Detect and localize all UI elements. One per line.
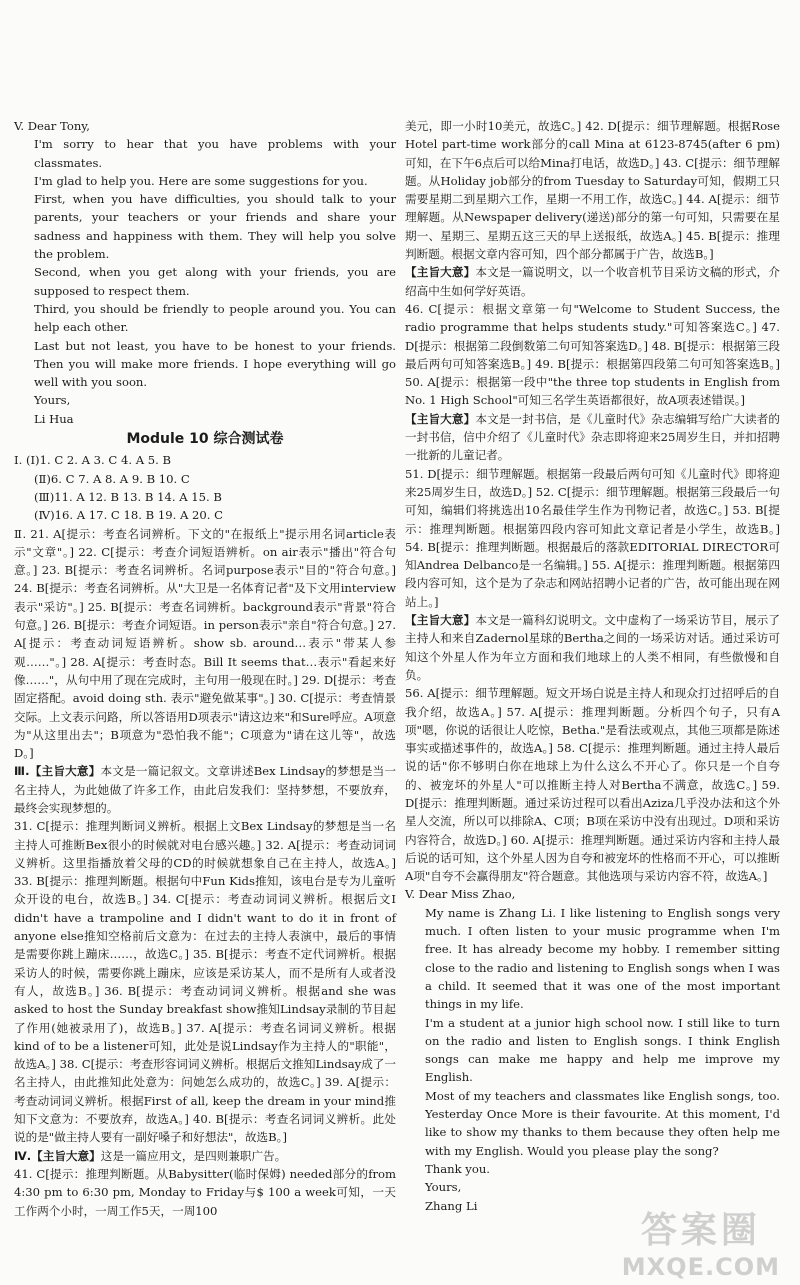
section-iv-summary: 这是一篇应用文，是四则兼职广告。 xyxy=(100,1148,287,1163)
section-iv-para xyxy=(14,1147,396,1165)
watermark-logo-text: 答案圈 xyxy=(640,1210,761,1251)
reading-c-head: 【主旨大意】 xyxy=(405,411,476,426)
answers-row: I. (Ⅰ)1. C 2. A 3. C 4. A 5. B xyxy=(14,453,172,468)
section-iv-text: 41. C[提示：推理判断题。从Babysitter(临时保姆) needed部分的from 4:30 pm to 6:30 pm, Monday to Friday与$ 100 a week可知，一天工作两个小时，一周工作5天，一周100 xyxy=(14,1166,396,1218)
letter-a-line: Second, when you get along with your friends, you are supposed to respect them. xyxy=(34,265,396,298)
left-column xyxy=(14,117,396,1220)
letter-b-line: Most of my teachers and classmates like English songs, too. Yesterday Once More is their favourite. At this moment, I'd like to show my thanks to them because they often help me with my English. Would you please play the song? xyxy=(425,1088,780,1158)
letter-b-line: I'm a student at a junior high school now. I still like to turn on the radio and listen to English songs. I think English songs can make me happy and help me improve my English. xyxy=(425,1015,780,1085)
section-iii-summary-para xyxy=(14,762,396,817)
letter-b-line: My name is Zhang Li. I like listening to English songs very much. I often listen to your music programme when I'm free. It has already become my hobby. I remember sitting close to the radio and listening to English songs when I was a child. It seemed that it was one of the most important things in my life. xyxy=(425,905,780,1012)
letter-a-line: Third, you should be friendly to people around you. You can help each other. xyxy=(34,301,396,335)
reading-c-answers: 51. D[提示：细节理解题。根据第一段最后两句可知《儿童时代》即将迎来25周岁生日，故选D。] 52. C[提示：细节理解题。根据第三段最后一句可知，编辑们将挑选出10名最佳学生作为刊物记者，故选C。] 53. B[提示：推理判断题。根据第四段内容可知此文章记者是小学生，故选B。] 54. B[提示：推理判断题。根据最后的落款EDITORIAL DIRECTOR可知Andrea Delbanco是一名编辑。] 55. A[提示：推理判断题。根据第四段内容可知，这个是为了杂志和网站招聘小记者的广告，故可能出现在网站上。] xyxy=(405,466,781,609)
reading-b-head: 【主旨大意】 xyxy=(405,265,476,280)
letter-a-closing: Yours, xyxy=(34,393,71,408)
reading-d-answers: 56. A[提示：细节理解题。短文开场白说是主持人和现众打过招呼后的自我介绍，故选A。] 57. A[提示：推理判断题。分析四个句子，只有A项"嗯，你说的话很让人吃惊，Betha."是看法或观点，其他三项都是陈述事实或描述事件的，故选A。] 58. C[提示：推理判断题。通过主持人最后说的话"你不够明白你在地球上为什么这么不开心了。你只是一个自夸的、被宠坏的外星人"可以推断主持人对Bertha不满意，故选C。] 59. D[提示：推理判断题。通过采访过程可以看出Aziza几乎没办法和这个外星人交流，所以可以排除A、C项；B项在采访中没有出现过。D项和采访内容符合，故选D。] 60. A[提示：推理判断题。通过采访内容和主持人最后说的话可知，这个外星人因为自夸和被宠坏的性格而不开心，可以推断A项"自夸不会赢得朋友"符合题意。其他选项与采访内容不符，故选A。] xyxy=(405,686,780,884)
reading-c-summary: 本文是一封书信，是《儿童时代》杂志编辑写给广大读者的一封书信，信中介绍了《儿童时代》杂志即将迎来25周岁生日，并扣招聘一批新的儿童记者。 xyxy=(405,411,780,463)
letter-a-line: I'm sorry to hear that you have problems with your classmates. xyxy=(34,137,396,170)
section-iii-head: Ⅲ.【主旨大意】 xyxy=(14,764,101,779)
letter-b-salutation: V. Dear Miss Zhao, xyxy=(405,887,516,902)
watermark xyxy=(622,1202,780,1281)
letter-b-closing: Yours, xyxy=(425,1180,462,1195)
letter-a-line: Last but not least, you have to be honest to your friends. Then you will make more friends. I hope everything will go well with you soon. xyxy=(34,338,396,390)
reading-b-answers: 46. C[提示：根据文章第一句"Welcome to Student Success, the radio programme that helps students study."可知答案选C。] 47. D[提示：根据第二段倒数第二句可知答案选D。] 48. B[提示：根据第三段最后两句可知答案选B。] 49. B[提示：根据第四段第二句可知答案选B。] 50. A[提示：根据第一段中"the three top students in English from No. 1 High School"可知三名学生英语都很好，故A项表述错误。] xyxy=(405,301,780,408)
letter-a-line: First, when you have difficulties, you should talk to your parents, your teachers or your friends and share your sadness and happiness with them. They will help you solve the problem. xyxy=(34,192,396,262)
letter-a-salutation: V. Dear Tony, xyxy=(14,119,90,133)
right-column xyxy=(405,117,780,1215)
answers-row: (Ⅱ)6. C 7. A 8. A 9. B 10. C xyxy=(34,471,190,486)
section-iii-summary: 本文是一篇记叙文。文章讲述Bex Lindsay的梦想是当一名主持人，为此她做了许多工作，由此启发我们：坚持梦想，不要放弃，最终会实现梦想的。 xyxy=(14,764,396,815)
section-iv-continued: 美元，即一小时10美元，故选C。] 42. D[提示：细节理解题。根据Rose Hotel part-time work部分的call Mina at 6123-8745(after 6 pm)可知，在下午6点后可以给Mina打电话，故选D。] 43. C[提示：细节理解题。从Holiday job部分的from Tuesday to Saturday可知，假期工只需要星期二到星期六工作，星期一不用工作，故选C。] 44. A[提示：细节理解题。从Newspaper delivery(递送)部分的第一句可知，只需要在星期一、星期三、星期五这三天的早上送报纸，故选A。] 45. B[提示：推理判断题。根据文章内容可知，四个部分都属于广告，故选B。] xyxy=(405,119,780,262)
watermark-url: MXQE.COM xyxy=(621,1253,780,1281)
answers-row: (Ⅳ)16. A 17. C 18. B 19. A 20. C xyxy=(34,508,223,523)
reading-c-summary-para xyxy=(405,410,780,465)
section-ii-text: Ⅱ. 21. A[提示：考查名词辨析。下文的"在报纸上"提示用名词article表示"文章"。] 22. C[提示：考查介词短语辨析。on air表示"播出"符合句意。] 23. B[提示：考查名词辨析。名词purpose表示"目的"符合句意。] 24. B[提示：考查名词辨析。从"大卫是一名体育记者"及下文用interview表示"采访"。] 25. B[提示：考查名词辨析。background表示"背景"符合句意。] 26. B[提示：考查介词短语。in person表示"亲自"符合句意。] 27. A[提示：考查动词短语辨析。show sb. around…表示"带某人参观……"。] 28. A[提示：考查时态。Bill It seems that…表示"看起来好像……"，从句中用了现在完成时，主句用一般现在时。] 29. D[提示：考查固定搭配。avoid doing sth. 表示"避免做某事"。] 30. C[提示：考查情景交际。上文表示问路，所以答语用D项表示"请这边来"和Sure呼应。A项意为"从这里出去"；B项意为"恐怕我不能"；C项意为"请在这儿等"，故选D。] xyxy=(14,526,396,761)
reading-b-summary-para xyxy=(405,263,780,300)
module-title: Module 10 综合测试卷 xyxy=(126,431,284,448)
section-iii-text: 31. C[提示：推理判断词义辨析。根据上文Bex Lindsay的梦想是当一名主持人可推断Bex很小的时候就对电台感兴趣。] 32. A[提示：考查动词词义辨析。这里指播放着父母的CD的时候就想象自己在主持人，故选A。] 33. B[提示：推理判断题。根据句中Fun Kids推知，该电台是专为儿童听众开设的电台，故选B。] 34. C[提示：考查动词词义辨析。根据后文I didn't have a trampoline and I didn't want to do it in front of anyone else推知空格前后文意为：在过去的主持人表演中，最后的事情是需要你跳上蹦床……，故选C。] 35. B[提示：考查不定代词辨析。根据采访人的时候，需要你跳上蹦床，应该是采访某人，而不是所有人或者没有人，故选B。] 36. B[提示：考查动词词义辨析。根据and she was asked to host the Sunday breakfast show推知Lindsay录制的节目起了作用(她被录用了)，故选B。] 37. A[提示：考查名词词义辨析。根据kind of to be a listener可知，此处是说Lindsay作为主持人的"职能"，故选A。] 38. C[提示：考查形容词词义辨析。根据后文推知Lindsay成了一名主持人，由此推知此处意为：问她怎么成功的，故选C。] 39. A[提示：考查动词词义辨析。根据First of all, keep the dream in your mind推知下文意为：不要放弃，故选A。] 40. B[提示：考查名词词义辨析。此处说的是"做主持人要有一副好嗓子和好想法"，故选B。] xyxy=(14,819,396,1145)
letter-b-closing: Thank you. xyxy=(425,1161,490,1176)
letter-a-signature: Li Hua xyxy=(34,411,74,426)
reading-d-head: 【主旨大意】 xyxy=(405,613,476,628)
reading-d-summary: 本文是一篇科幻说明文。文中虚构了一场采访节目，展示了主持人和来自Zadernol星球的Bertha之间的一场采访对话。通过采访可知这个外星人作为年立方面和我们地球上的人类不相同，有些傲慢和自负。 xyxy=(405,613,780,682)
reading-b-summary: 本文是一篇说明文，以一个收音机节目采访文稿的形式，介绍高中生如何学好英语。 xyxy=(405,265,780,298)
letter-b-signature: Zhang Li xyxy=(425,1198,478,1213)
reading-d-summary-para xyxy=(405,611,780,684)
answers-row: (Ⅲ)11. A 12. B 13. B 14. A 15. B xyxy=(34,489,222,504)
letter-a-line: I'm glad to help you. Here are some suggestions for you. xyxy=(34,173,368,188)
section-iv-head: Ⅳ.【主旨大意】 xyxy=(14,1148,101,1163)
